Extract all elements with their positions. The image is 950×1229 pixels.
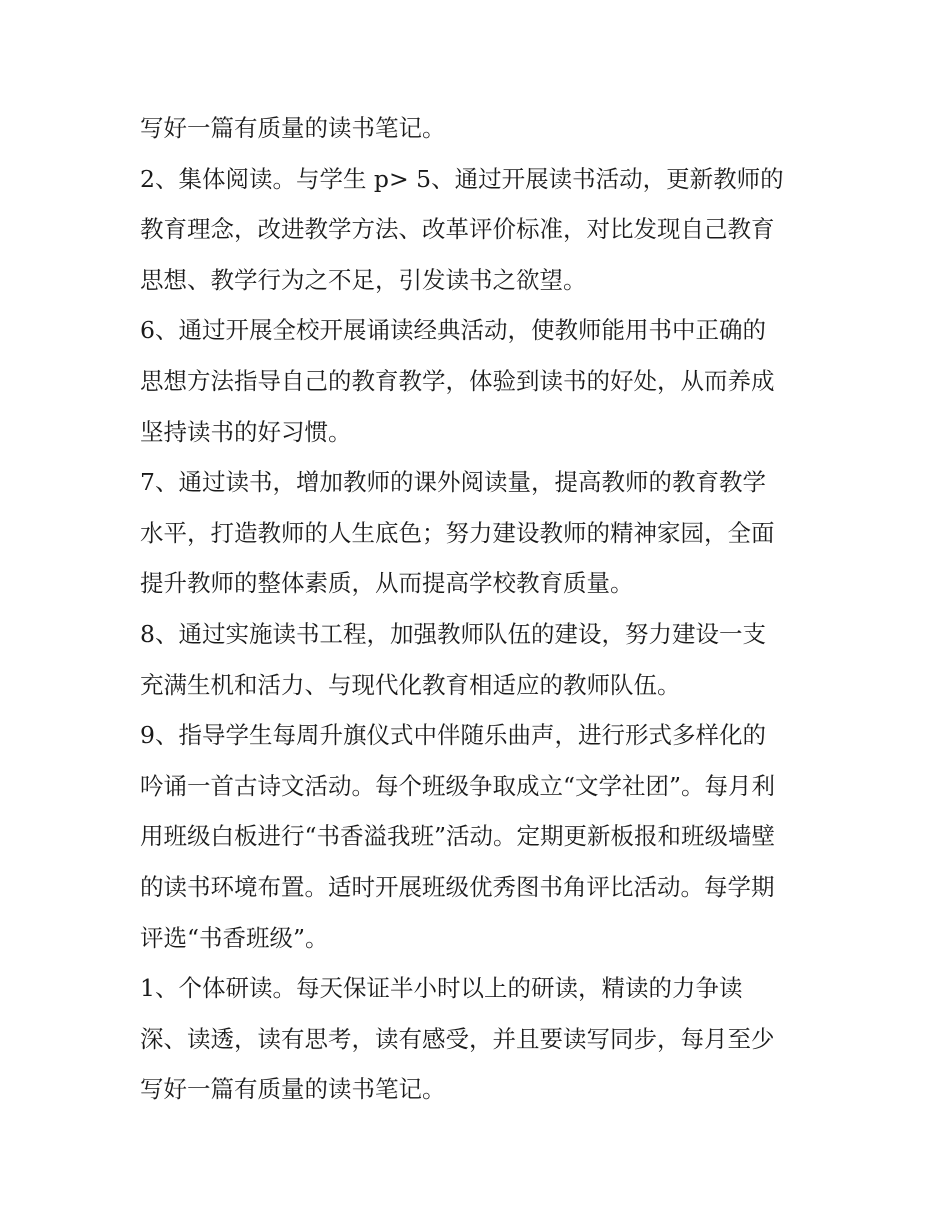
- text-line: 教育理念，改进教学方法、改革评价标准，对比发现自己教育: [140, 215, 775, 244]
- text-line: 思想方法指导自己的教育教学，体验到读书的好处，从而养成: [140, 366, 775, 395]
- text-line: 1、个体研读。每天保证半小时以上的研读，精读的力争读: [140, 974, 743, 1003]
- text-line: 8、通过实施读书工程，加强教师队伍的建设，努力建设一支: [140, 619, 766, 648]
- text-line: 写好一篇有质量的读书笔记。: [140, 1075, 446, 1104]
- text-line: 用班级白板进行“书香溢我班”活动。定期更新板报和班级墙壁: [140, 822, 776, 851]
- text-line: 9、指导学生每周升旗仪式中伴随乐曲声，进行形式多样化的: [140, 721, 766, 750]
- text-line: 深、读透，读有思考，读有感受，并且要读写同步，每月至少: [140, 1024, 775, 1053]
- text-line: 水平，打造教师的人生底色；努力建设教师的精神家园，全面: [140, 518, 775, 547]
- text-line: 坚持读书的好习惯。: [140, 417, 352, 446]
- text-line: 提升教师的整体素质，从而提高学校教育质量。: [140, 569, 634, 598]
- text-line: 写好一篇有质量的读书笔记。: [140, 114, 446, 142]
- text-line: 充满生机和活力、与现代化教育相适应的教师队伍。: [140, 670, 681, 699]
- text-line: 7、通过读书，增加教师的课外阅读量，提高教师的教育教学: [140, 468, 766, 497]
- text-line: 思想、教学行为之不足，引发读书之欲望。: [140, 265, 587, 294]
- text-line: 6、通过开展全校开展诵读经典活动，使教师能用书中正确的: [140, 316, 766, 345]
- text-line: 吟诵一首古诗文活动。每个班级争取成立“文学社团”。每月利: [140, 771, 776, 800]
- text-line: 2、集体阅读。与学生 p> 5、通过开展读书活动，更新教师的: [140, 164, 784, 193]
- document-body: [140, 103, 820, 1115]
- text-line: 的读书环境布置。适时开展班级优秀图书角评比活动。每学期: [140, 872, 775, 901]
- text-line: 评选“书香班级”。: [140, 923, 329, 952]
